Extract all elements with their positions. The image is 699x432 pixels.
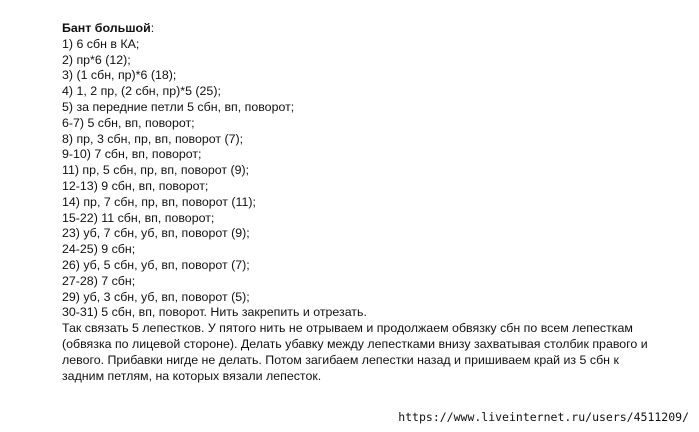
pattern-row: 27-28) 7 сбн; <box>62 273 136 288</box>
pattern-title-text: Бант большой <box>62 21 151 35</box>
pattern-row: 29) уб, 3 сбн, уб, вп, поворот (5); <box>62 289 250 304</box>
pattern-row: 5) за передние петли 5 сбн, вп, поворот; <box>62 99 295 114</box>
pattern-title-colon: : <box>150 21 155 35</box>
pattern-row: 6-7) 5 сбн, вп, поворот; <box>62 115 195 130</box>
pattern-text <box>62 21 682 384</box>
source-url-watermark: https://www.liveinternet.ru/users/4511209/ <box>398 410 689 424</box>
pattern-row: 23) уб, 7 сбн, уб, вп, поворот (9); <box>62 226 250 241</box>
pattern-title <box>62 21 682 37</box>
pattern-row: 24-25) 9 сбн; <box>62 242 136 257</box>
pattern-row: 4) 1, 2 пр, (2 сбн, пр)*5 (25); <box>62 84 221 99</box>
pattern-row: 15-22) 11 сбн, вп, поворот; <box>62 210 215 225</box>
pattern-row: 2) пр*6 (12); <box>62 52 131 67</box>
pattern-row: 30-31) 5 сбн, вп, поворот. Нить закрепить и отрезать. <box>62 305 367 320</box>
instructions-paragraph: Так связать 5 лепестков. У пятого нить не отрываем и продолжаем обвязку сбн по всем лепесткам (обвязка по лицевой стороне). Делать убавку между лепестками внизу захватывая столбик правого и левого. Прибавки нигде не делать. Потом загибаем лепестки назад и пришиваем край из 5 сбн к задним петлям, на которых вязали лепесток. <box>62 321 648 383</box>
pattern-row: 1) 6 сбн в КА; <box>62 36 140 51</box>
pattern-row: 3) (1 сбн, пр)*6 (18); <box>62 68 177 83</box>
pattern-row: 8) пр, 3 сбн, пр, вп, поворот (7); <box>62 131 244 146</box>
pattern-row: 26) уб, 5 сбн, уб, вп, поворот (7); <box>62 257 250 272</box>
pattern-row: 12-13) 9 сбн, вп, поворот; <box>62 178 209 193</box>
pattern-row: 11) пр, 5 сбн, пр, вп, поворот (9); <box>62 163 250 178</box>
pattern-row: 9-10) 7 сбн, вп, поворот; <box>62 147 202 162</box>
pattern-row: 14) пр, 7 сбн, пр, вп, поворот (11); <box>62 194 256 209</box>
pattern-rows-list <box>62 37 682 321</box>
